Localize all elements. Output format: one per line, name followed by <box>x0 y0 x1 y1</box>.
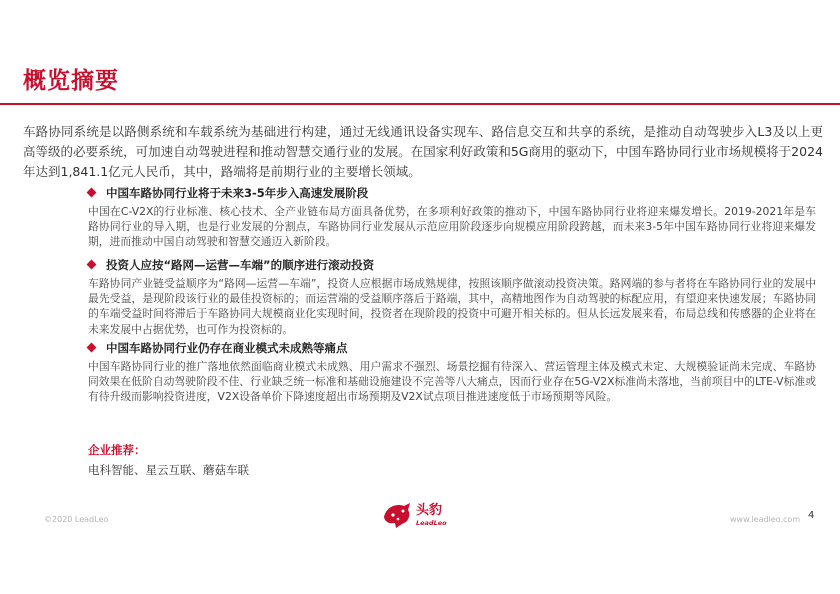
section-heading <box>88 256 816 274</box>
section-heading-text: 中国车路协同行业仍存在商业模式未成熟等痛点 <box>106 341 348 355</box>
leadleo-logo <box>380 497 460 535</box>
section-body: 中国车路协同行业的推广落地依然面临商业模式未成熟、用户需求不强烈、场景挖掘有待深入、营运管理主体及模式未定、大规模验证尚未完成、车路协同效果在低阶自动驾驶阶段不佳、行业缺乏统一标准和基础设施建设不完善等八大痛点，因而行业存在5G-V2X标准尚未落地，当前项目中的LTE-V标准或有待升级而影响投资进度，V2X设备单价下降速度超出市场预期及V2X试点项目推进速度低于市场预期等风险。 <box>88 360 816 404</box>
diamond-bullet-icon <box>87 188 97 198</box>
diamond-bullet-icon <box>87 343 97 353</box>
diamond-bullet-icon <box>87 260 97 270</box>
section-growth <box>88 184 816 250</box>
page-number: 4 <box>808 510 815 521</box>
page-title: 概览摘要 <box>23 68 119 94</box>
section-heading-text: 投资人应按“路网—运营—车端”的顺序进行滚动投资 <box>106 258 375 272</box>
section-painpoints <box>88 339 816 405</box>
website-url[interactable]: www.leadleo.com <box>730 515 801 524</box>
logo-subtext: LeadLeo <box>416 519 447 527</box>
recommend-label: 企业推荐： <box>88 443 146 457</box>
section-body: 车路协同产业链受益顺序为“路网—运营—车端”，投资人应根据市场成熟规律，按照该顺序做滚动投资决策。路网端的参与者将在车路协同行业的发展中最先受益，是现阶段该行业的最佳投资标的；而运营端的受益顺序落后于路端，其中，高精地图作为自动驾驶的标配应用，有望迎来快速发展；车路协同的车端受益时间将滞后于车路协同大规模商业化实现时间，投资者在现阶段的投资中可避开相关标的。但从长远发展来看，布局总线和传感器的企业将在未来发展中占据优势，也可作为投资标的。 <box>88 277 816 336</box>
title-divider <box>0 103 840 105</box>
copyright: ©2020 LeadLeo <box>44 515 109 524</box>
leopard-icon <box>380 497 414 531</box>
recommend-list: 电科智能、星云互联、蘑菇车联 <box>88 463 249 477</box>
section-heading <box>88 184 816 202</box>
intro-paragraph: 车路协同系统是以路侧系统和车载系统为基础进行构建，通过无线通讯设备实现车、路信息交互和共享的系统，是推动自动驾驶步入L3及以上更高等级的必要系统，可加速自动驾驶进程和推动智慧交通行业的发展。在国家利好政策和5G商用的驱动下，中国车路协同行业市场规模将于2024年达到1,841.1亿元人民币，其中，路端将是前期行业的主要增长领域。 <box>23 124 823 179</box>
section-heading-text: 中国车路协同行业将于未来3-5年步入高速发展阶段 <box>106 186 369 200</box>
section-body: 中国在C-V2X的行业标准、核心技术、全产业链布局方面具备优势，在多项利好政策的推动下，中国车路协同行业将迎来爆发增长。2019-2021年是车路协同行业的导入期，也是行业发展的分割点，车路协同行业发展从示范应用阶段逐步向规模应用阶段跨越，而未来3-5年中国车路协同行业将迎来爆发期，进而推动中国自动驾驶和智慧交通迈入新阶段。 <box>88 205 816 249</box>
logo-text: 头豹 <box>416 503 443 518</box>
section-investment <box>88 256 816 337</box>
section-heading <box>88 339 816 357</box>
